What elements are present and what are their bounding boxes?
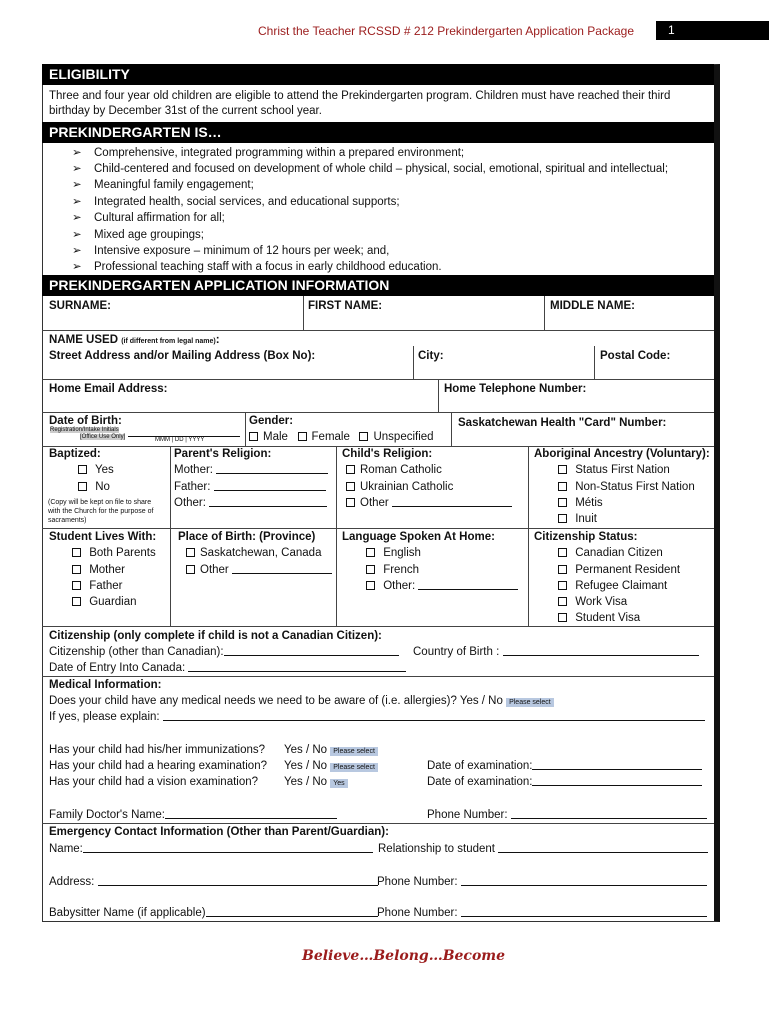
doctor-phone-field[interactable] [511, 809, 707, 819]
refugee-checkbox[interactable] [558, 581, 567, 590]
other-lang-option: Other: [366, 580, 518, 592]
gender-options: Male Female Unspecified [249, 431, 434, 443]
office-use-note: [Office Use Only] [80, 434, 126, 440]
language-label: Language Spoken At Home: [342, 531, 495, 543]
arrow-bullet-icon: ➢ [72, 196, 82, 208]
eligibility-text-2: birthday by December 31st of the current school year. [49, 105, 322, 117]
lives-with-label: Student Lives With: [49, 531, 157, 543]
babysitter: Babysitter Name (if applicable) [49, 907, 378, 919]
email-label: Home Email Address: [49, 383, 168, 395]
baptized-no-checkbox[interactable] [78, 482, 87, 491]
emergency-name-field[interactable] [83, 843, 373, 853]
list-item: ➢ Child-centered and focused on development of whole child – physical, social, emotional, spiritual and intellectual; [72, 163, 669, 175]
status-fn-option: Status First Nation [558, 464, 670, 476]
emergency-address: Address: [49, 876, 378, 888]
application-form [42, 64, 720, 922]
vision-exam-date-field[interactable] [532, 776, 702, 786]
dob-field[interactable] [128, 427, 240, 437]
other-religion: Other: [174, 497, 327, 509]
immunization-question: Has your child had his/her immunizations? [49, 744, 266, 756]
roman-catholic-checkbox[interactable] [346, 465, 355, 474]
list-item: ➢ Cultural affirmation for all; [72, 212, 225, 224]
inuit-checkbox[interactable] [558, 514, 567, 523]
explain-field[interactable] [163, 711, 705, 721]
dob-format: MMM | DD | YYYY [155, 437, 205, 443]
entry-date: Date of Entry Into Canada: [49, 662, 406, 674]
baptized-yes-checkbox[interactable] [78, 465, 87, 474]
eligibility-heading: ELIGIBILITY [42, 64, 714, 85]
list-item: ➢ Meaningful family engagement; [72, 179, 254, 191]
work-visa-checkbox[interactable] [558, 597, 567, 606]
name-used-label: NAME USED (if different from legal name): [49, 334, 220, 346]
dob-label: Date of Birth: [49, 415, 122, 427]
refugee-option: Refugee Claimant [558, 580, 667, 592]
arrow-bullet-icon: ➢ [72, 212, 82, 224]
other-pob-checkbox[interactable] [186, 565, 195, 574]
hearing-question: Has your child had a hearing examination? [49, 760, 267, 772]
childs-religion-label: Child's Religion: [342, 448, 433, 460]
english-option: English [366, 547, 421, 559]
non-status-fn-checkbox[interactable] [558, 482, 567, 491]
other-religion-field[interactable] [209, 497, 327, 507]
eligibility-text-1: Three and four year old children are eligible to attend the Prekindergarten program. Children must have reached their third [49, 90, 671, 102]
work-visa-option: Work Visa [558, 596, 627, 608]
arrow-bullet-icon: ➢ [72, 261, 82, 273]
vision-exam-date: Date of examination: [427, 776, 702, 788]
prek-heading: PREKINDERGARTEN IS… [42, 122, 714, 143]
application-heading: PREKINDERGARTEN APPLICATION INFORMATION [42, 275, 714, 296]
lives-father-checkbox[interactable] [72, 581, 81, 590]
permanent-option: Permanent Resident [558, 564, 680, 576]
lives-mother-checkbox[interactable] [72, 565, 81, 574]
hearing-answer: Yes / No Please select [284, 760, 378, 772]
other-child-religion-checkbox[interactable] [346, 498, 355, 507]
baptized-yes: Yes [78, 464, 114, 476]
office-use-initials: Registration/Intake Initials [50, 427, 119, 433]
baptized-note-3: sacraments) [48, 517, 87, 524]
immunization-select[interactable]: Please select [330, 747, 378, 756]
citizenship-status-label: Citizenship Status: [534, 531, 638, 543]
babysitter-phone: Phone Number: [377, 907, 707, 919]
medical-heading: Medical Information: [49, 679, 162, 691]
arrow-bullet-icon: ➢ [72, 163, 82, 175]
other-child-religion-option: Other [346, 497, 512, 509]
arrow-bullet-icon: ➢ [72, 229, 82, 241]
inuit-option: Inuit [558, 513, 597, 525]
emergency-phone-field[interactable] [461, 876, 707, 886]
middle-name-label: MIDDLE NAME: [550, 300, 635, 312]
father-religion-field[interactable] [214, 481, 326, 491]
permanent-checkbox[interactable] [558, 565, 567, 574]
street-address-label: Street Address and/or Mailing Address (Box No): [49, 350, 316, 362]
emergency-address-field[interactable] [98, 876, 378, 886]
city-label: City: [418, 350, 444, 362]
both-parents-option: Both Parents [72, 547, 156, 559]
lives-mother-option: Mother [72, 564, 125, 576]
babysitter-phone-field[interactable] [461, 907, 707, 917]
vision-select[interactable]: Yes [330, 779, 347, 788]
explain: If yes, please explain: [49, 711, 705, 723]
aboriginal-label: Aboriginal Ancestry (Voluntary): [534, 448, 710, 460]
relationship: Relationship to student [378, 843, 708, 855]
list-item: ➢ Comprehensive, integrated programming within a prepared environment; [72, 147, 465, 159]
sask-option: Saskatchewan, Canada [186, 547, 321, 559]
non-status-fn-option: Non-Status First Nation [558, 481, 695, 493]
doctor: Family Doctor's Name: [49, 809, 337, 821]
ukrainian-catholic-checkbox[interactable] [346, 482, 355, 491]
emergency-heading: Emergency Contact Information (Other than Parent/Guardian): [49, 826, 389, 838]
medical-needs-select[interactable]: Please select [506, 698, 554, 707]
other-pob-field[interactable] [232, 564, 332, 574]
other-pob-option: Other [186, 564, 332, 576]
father-religion: Father: [174, 481, 326, 493]
student-visa-checkbox[interactable] [558, 613, 567, 622]
home-phone-label: Home Telephone Number: [444, 383, 587, 395]
baptized-note-2: with the Church for the purpose of [48, 508, 154, 515]
student-visa-option: Student Visa [558, 612, 640, 624]
first-name-label: FIRST NAME: [308, 300, 383, 312]
guardian-option: Guardian [72, 596, 137, 608]
vision-question: Has your child had a vision examination? [49, 776, 259, 788]
arrow-bullet-icon: ➢ [72, 147, 82, 159]
place-of-birth-label: Place of Birth: (Province) [178, 531, 316, 543]
emergency-phone: Phone Number: [377, 876, 707, 888]
citizenship-other-field[interactable] [224, 646, 399, 656]
gender-label: Gender: [249, 415, 294, 427]
footer-motto: Believe…Belong…Become [302, 948, 506, 964]
country-of-birth-field[interactable] [503, 646, 699, 656]
header-title: Christ the Teacher RCSSD # 212 Prekindergarten Application Package [258, 24, 634, 38]
citizenship-other: Citizenship (other than Canadian): [49, 646, 399, 658]
roman-catholic-option: Roman Catholic [346, 464, 442, 476]
french-option: French [366, 564, 419, 576]
hearing-exam-date: Date of examination: [427, 760, 702, 772]
ukrainian-catholic-option: Ukrainian Catholic [346, 481, 453, 493]
sask-checkbox[interactable] [186, 548, 195, 557]
other-child-religion-field[interactable] [392, 497, 512, 507]
hearing-select[interactable]: Please select [330, 763, 378, 772]
guardian-checkbox[interactable] [72, 597, 81, 606]
arrow-bullet-icon: ➢ [72, 179, 82, 191]
other-lang-field[interactable] [418, 580, 518, 590]
entry-date-field[interactable] [188, 662, 406, 672]
metis-option: Métis [558, 497, 603, 509]
female-checkbox[interactable] [298, 432, 307, 441]
surname-label: SURNAME: [49, 300, 111, 312]
list-item: ➢ Professional teaching staff with a focus in early childhood education. [72, 261, 442, 273]
health-card-label: Saskatchewan Health "Card" Number: [458, 417, 667, 429]
vision-answer: Yes / No Yes [284, 776, 348, 788]
doctor-field[interactable] [165, 809, 337, 819]
lives-father-option: Father [72, 580, 122, 592]
male-checkbox[interactable] [249, 432, 258, 441]
country-of-birth: Country of Birth : [413, 646, 699, 658]
emergency-name: Name: [49, 843, 373, 855]
canadian-option: Canadian Citizen [558, 547, 663, 559]
english-checkbox[interactable] [366, 548, 375, 557]
page-number: 1 [656, 21, 769, 40]
list-item: ➢ Mixed age groupings; [72, 229, 204, 241]
arrow-bullet-icon: ➢ [72, 245, 82, 257]
mother-religion-field[interactable] [216, 464, 328, 474]
hearing-exam-date-field[interactable] [532, 760, 702, 770]
postal-code-label: Postal Code: [600, 350, 671, 362]
canadian-checkbox[interactable] [558, 548, 567, 557]
doctor-phone: Phone Number: [427, 809, 707, 821]
french-checkbox[interactable] [366, 565, 375, 574]
medical-question: Does your child have any medical needs we need to be aware of (i.e. allergies)? Yes / No Please select [49, 695, 554, 707]
relationship-field[interactable] [498, 843, 708, 853]
other-lang-checkbox[interactable] [366, 581, 375, 590]
status-fn-checkbox[interactable] [558, 465, 567, 474]
both-parents-checkbox[interactable] [72, 548, 81, 557]
baptized-no: No [78, 481, 110, 493]
babysitter-field[interactable] [206, 907, 378, 917]
unspecified-checkbox[interactable] [359, 432, 368, 441]
list-item: ➢ Intensive exposure – minimum of 12 hours per week; and, [72, 245, 390, 257]
citizenship-heading: Citizenship (only complete if child is not a Canadian Citizen): [49, 630, 382, 642]
parents-religion-label: Parent's Religion: [174, 448, 272, 460]
baptized-label: Baptized: [49, 448, 101, 460]
baptized-note-1: (Copy will be kept on file to share [48, 499, 152, 506]
list-item: ➢ Integrated health, social services, and educational supports; [72, 196, 400, 208]
metis-checkbox[interactable] [558, 498, 567, 507]
immunization-answer: Yes / No Please select [284, 744, 378, 756]
mother-religion: Mother: [174, 464, 328, 476]
